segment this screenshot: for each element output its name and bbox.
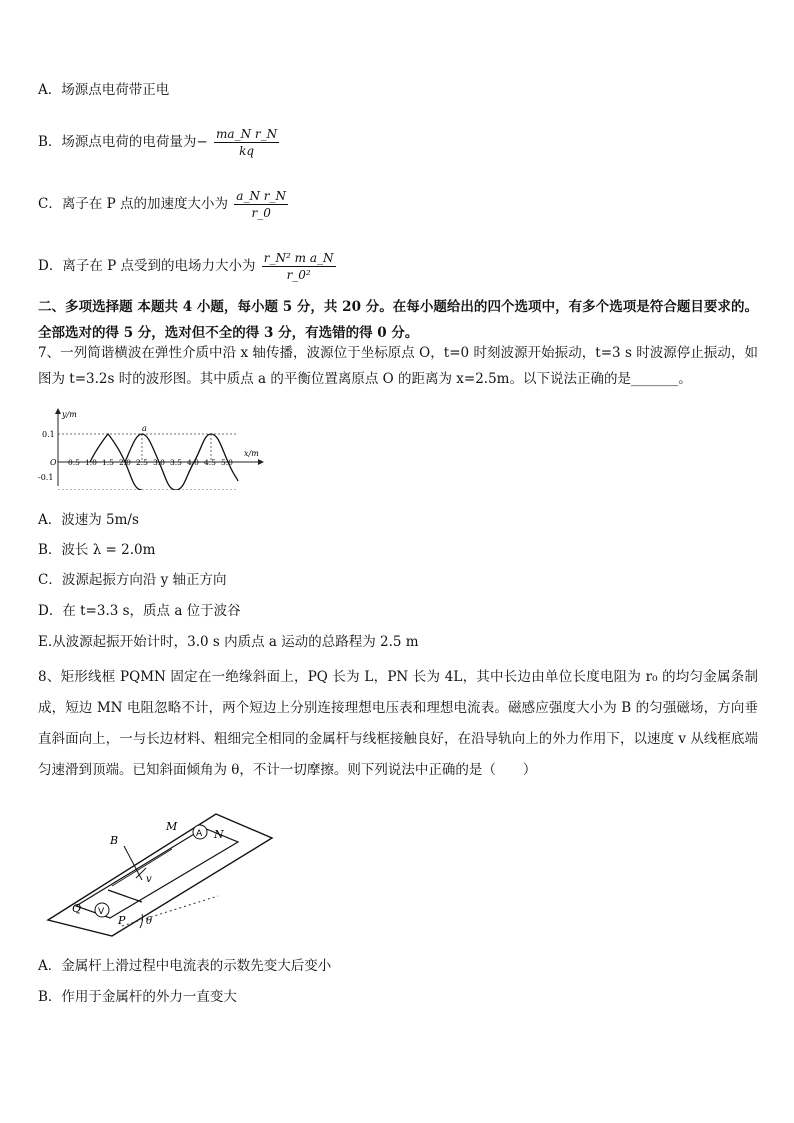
fraction-6b-numerator: ma_N r_N <box>216 127 278 141</box>
fraction-6d-denominator: r_0² <box>286 268 311 282</box>
option-6a: A．场源点电荷带正电 <box>38 82 170 98</box>
x-tick: 1.5 <box>102 458 114 467</box>
label-q: Q <box>72 902 82 915</box>
option-6d-text: D．离子在 P 点受到的电场力大小为 <box>38 258 256 274</box>
section-2-instructions: 二、多项选择题 本题共 4 小题，每小题 5 分，共 20 分。在每小题给出的四个选项中，有多个选项是符合题目要求的。全部选对的得 5 分，选对但不全的得 3 分，有选错的得 0 分。 <box>38 299 758 341</box>
option-6b-text: B．场源点电荷的电荷量为− <box>38 134 208 150</box>
incline-circuit-figure <box>40 808 320 938</box>
x-tick: 0.5 <box>68 458 80 467</box>
ammeter-label: A <box>196 829 203 839</box>
option-7d: D．在 t=3.3 s，质点 a 位于波谷 <box>38 603 241 619</box>
metal-rod <box>108 890 142 902</box>
y-axis-arrow <box>55 408 61 414</box>
option-6c <box>38 188 290 221</box>
fraction-6c-numerator: a_N r_N <box>236 189 287 203</box>
fraction-6b <box>214 126 279 159</box>
y-tick-min: -0.1 <box>38 473 54 482</box>
option-7a: A．波速为 5m/s <box>38 512 139 528</box>
origin-label: O <box>50 458 57 467</box>
x-tick: 2.5 <box>136 458 148 467</box>
label-p: P <box>118 914 126 927</box>
option-7c: C．波源起振方向沿 y 轴正方向 <box>38 572 227 588</box>
question-8-stem: 8、矩形线框 PQMN 固定在一绝缘斜面上，PQ 长为 L，PN 长为 4L，其中长边由单位长度电阻为 r₀ 的均匀金属条制成，短边 MN 电阻忽略不计，两个短边上分别连接理想电压表和理想电流表。磁感应强度大小为 B 的匀强磁场，方向垂直斜面向上，一与长边材料、粗细完全相同的金属杆与线框接触良好，在沿导轨向上的外力作用下，以速度 v 从线框底端匀速滑到顶端。已知斜面倾角为 θ，不计一切摩擦。则下列说法中正确的是（ ） <box>38 669 758 778</box>
question-7-stem: 7、一列简谐横波在弹性介质中沿 x 轴传播，波源位于坐标原点 O，t=0 时刻波源开始振动，t=3 s 时波源停止振动，如图为 t=3.2s 时的波形图。其中质点 a 的平衡位置离原点 O 的距离为 x=2.5m。以下说法正确的是_______。 <box>38 345 758 387</box>
fraction-6d <box>262 250 336 283</box>
option-8b: B．作用于金属杆的外力一直变大 <box>38 989 237 1005</box>
x-axis-label: x/m <box>244 449 259 458</box>
x-tick: 5.0 <box>221 458 233 467</box>
x-tick: 1.0 <box>85 458 97 467</box>
option-6c-text: C．离子在 P 点的加速度大小为 <box>38 196 228 212</box>
option-8a: A．金属杆上滑过程中电流表的示数先变大后变小 <box>38 958 332 974</box>
theta-arc <box>140 914 143 928</box>
rod-frame-top <box>112 849 172 886</box>
label-b: B <box>110 834 119 847</box>
y-tick-max: 0.1 <box>42 430 55 439</box>
option-6d <box>38 250 338 283</box>
fraction-6c <box>234 188 288 221</box>
x-tick: 4.0 <box>187 458 199 467</box>
option-6b <box>38 126 281 159</box>
fraction-6d-numerator: r_N² m a_N <box>263 251 334 265</box>
option-7b: B．波长 λ = 2.0m <box>38 542 156 558</box>
x-axis-arrow <box>258 459 264 465</box>
velocity-arrow <box>136 868 146 878</box>
fraction-6c-denominator: r_0 <box>251 206 271 220</box>
label-n: N <box>214 828 224 841</box>
x-tick: 2.0 <box>119 458 131 467</box>
label-v: v <box>146 874 152 885</box>
y-axis-label: y/m <box>62 410 77 419</box>
option-7e: E.从波源起振开始计时，3.0 s 内质点 a 运动的总路程为 2.5 m <box>38 634 419 650</box>
fraction-6b-denominator: kq <box>239 144 255 158</box>
voltmeter-label: V <box>98 907 105 917</box>
incline-plane <box>48 814 272 936</box>
x-tick: 3.5 <box>170 458 182 467</box>
label-m: M <box>166 820 178 833</box>
wave-graph <box>36 406 268 490</box>
x-tick: 4.5 <box>204 458 216 467</box>
point-a-label: a <box>142 424 147 433</box>
x-tick: 3.0 <box>153 458 165 467</box>
label-theta: θ <box>146 916 153 927</box>
